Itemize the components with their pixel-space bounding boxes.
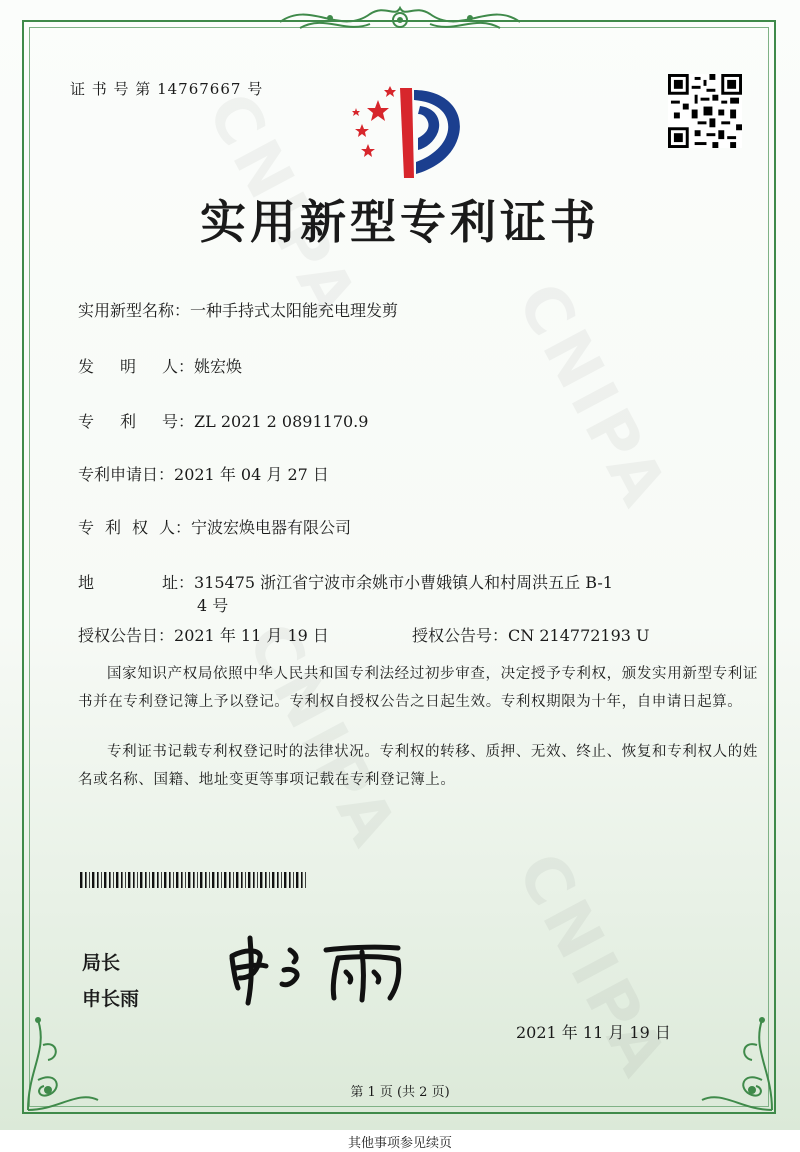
field-address (78, 570, 613, 593)
issue-date: 2021 年 11 月 19 日 (516, 1023, 671, 1042)
field-announcement-date-label: 授权公告日： (78, 626, 175, 645)
field-model-name-value: 一种手持式太阳能充电理发剪 (190, 301, 399, 320)
handwritten-signature (222, 928, 422, 1008)
field-patent-no (78, 409, 368, 432)
field-patentee (78, 515, 351, 538)
statement-paragraph-2: 专利证书记载专利权登记时的法律状况。专利权的转移、质押、无效、终止、恢复和专利权人的姓名或名称、国籍、地址变更等事项记载在专利登记簿上。 (78, 744, 758, 788)
signer-name: 申长雨 (82, 988, 140, 1010)
page-number: 第 1 页 (共 2 页) (350, 1085, 450, 1100)
qr-code (668, 74, 742, 148)
statement-paragraph-1: 国家知识产权局依照中华人民共和国专利法经过初步审查，决定授予专利权，颁发实用新型专利证书并在专利登记簿上予以登记。专利权自授权公告之日起生效。专利权期限为十年，自申请日起算。 (78, 666, 758, 710)
barcode (80, 872, 310, 888)
field-announcement-no (412, 623, 650, 646)
field-application-date-value: 2021 年 04 月 27 日 (174, 465, 329, 484)
field-patentee-label: 专 利 权 人： (78, 518, 192, 537)
field-application-date-label: 专利申请日： (78, 465, 175, 484)
field-patent-no-label: 专 利 号： (78, 412, 195, 431)
field-patent-no-value: ZL 2021 2 0891170.9 (194, 412, 369, 431)
certificate-number: 证 书 号 第 14767667 号 (70, 80, 264, 98)
field-patentee-value: 宁波宏焕电器有限公司 (191, 518, 352, 537)
field-model-name-label: 实用新型名称： (78, 301, 191, 320)
top-ornament (270, 0, 530, 40)
field-announcement-date (78, 623, 329, 646)
field-address-line2 (197, 593, 228, 616)
field-address-value-line2: 4 号 (197, 596, 229, 615)
field-announcement-no-label: 授权公告号： (412, 626, 509, 645)
field-announcement-no-value: CN 214772193 U (508, 626, 650, 645)
field-inventor (78, 354, 242, 377)
field-application-date (78, 462, 329, 485)
cnipa-emblem-logo (338, 78, 468, 183)
document-title: 实用新型专利证书 (200, 195, 600, 249)
field-model-name (78, 298, 398, 321)
signer-role: 局长 (82, 952, 121, 974)
field-address-label: 地 址： (78, 573, 195, 592)
field-inventor-label: 发 明 人： (78, 357, 195, 376)
corner-ornament-bottom-left (18, 1000, 108, 1120)
field-announcement-date-value: 2021 年 11 月 19 日 (174, 626, 329, 645)
corner-ornament-bottom-right (692, 1000, 782, 1120)
field-inventor-value: 姚宏焕 (194, 357, 243, 376)
field-address-value-line1: 315475 浙江省宁波市余姚市小曹娥镇人和村周洪五丘 B-1 (194, 573, 613, 592)
footer-note: 其他事项参见续页 (347, 1136, 452, 1151)
